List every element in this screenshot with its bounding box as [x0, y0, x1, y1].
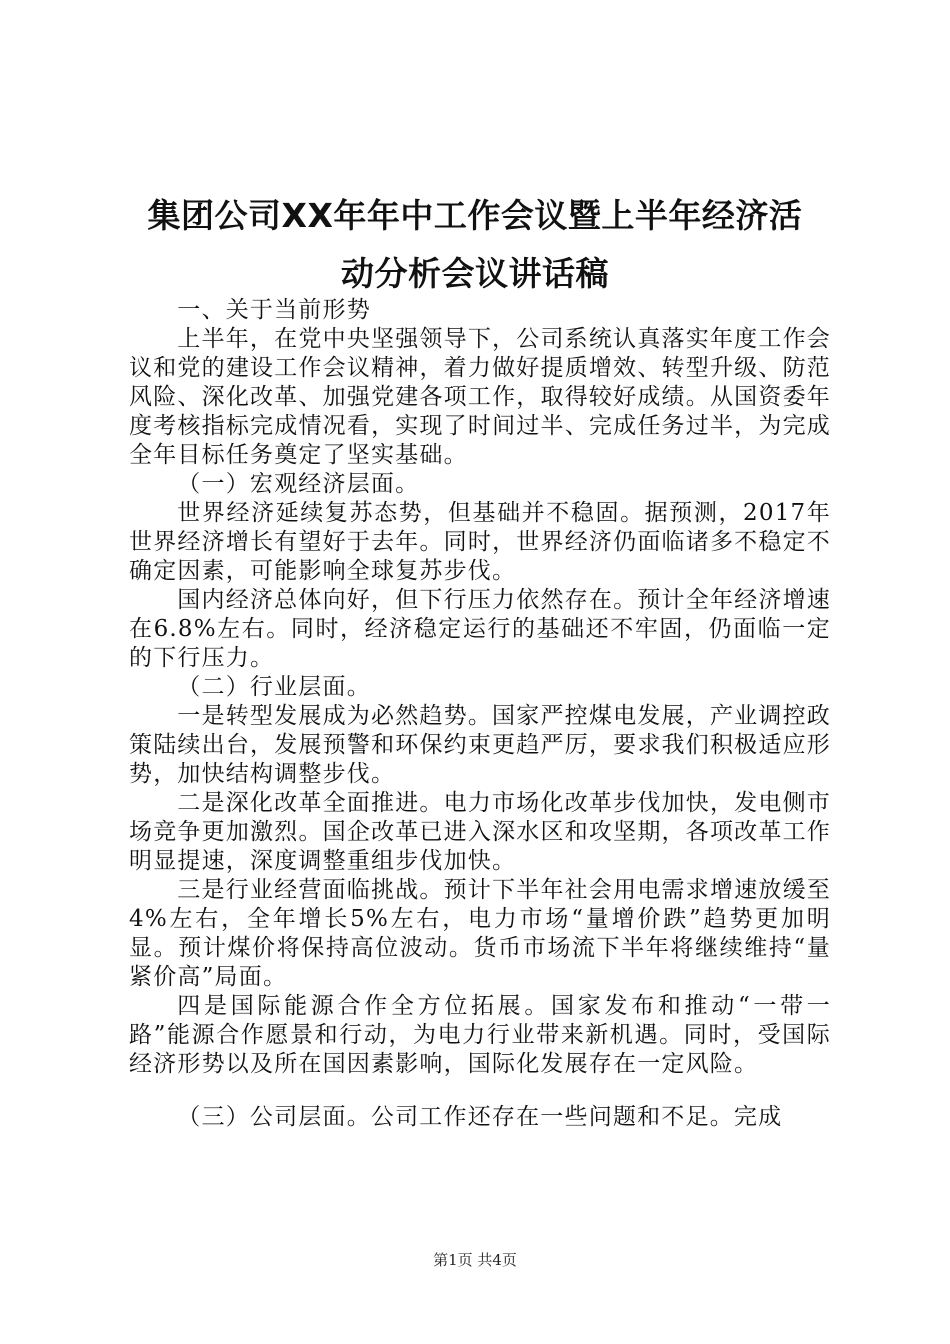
subheading-macro-economy: （一）宏观经济层面。	[177, 471, 420, 497]
paragraph-transformation: 一是转型发展成为必然趋势。国家严控煤电发展，产业调控政策陆续出台，发展预警和环保约束更趋严厉，要求我们积极适应形势，加快结构调整步伐。	[129, 703, 831, 787]
section-heading-current-situation: 一、关于当前形势	[177, 297, 371, 323]
paragraph-reform: 二是深化改革全面推进。电力市场化改革步伐加快，发电侧市场竞争更加激烈。国企改革已进入深水区和攻坚期，各项改革工作明显提速，深度调整重组步伐加快。	[129, 790, 831, 874]
subheading-industry: （二）行业层面。	[177, 674, 371, 700]
page-number-footer: 第1页 共4页	[433, 1251, 517, 1269]
paragraph-international-cooperation: 四是国际能源合作全方位拓展。国家发布和推动“一带一路”能源合作愿景和行动，为电力行业带来新机遇。同时，受国际经济形势以及所在国因素影响，国际化发展存在一定风险。	[129, 993, 831, 1077]
paragraph-operation-challenges: 三是行业经营面临挑战。预计下半年社会用电需求增速放缓至4%左右，全年增长5%左右，电力市场“量增价跌”趋势更加明显。预计煤价将保持高位波动。货币市场流下半年将继续维持“量紧价高”局面。	[129, 877, 831, 990]
subheading-company-level: （三）公司层面。公司工作还存在一些问题和不足。完成	[177, 1104, 783, 1130]
document-title-line-1: 集团公司XX年年中工作会议暨上半年经济活	[147, 196, 803, 235]
document-title-line-2: 动分析会议讲话稿	[341, 254, 609, 293]
paragraph-domestic-economy: 国内经济总体向好，但下行压力依然存在。预计全年经济增速在6.8%左右。同时，经济稳定运行的基础还不牢固，仍面临一定的下行压力。	[129, 587, 831, 671]
document-body	[129, 296, 831, 1132]
paragraph-world-economy: 世界经济延续复苏态势，但基础并不稳固。据预测，2017年世界经济增长有望好于去年。同时，世界经济仍面临诸多不稳定不确定因素，可能影响全球复苏步伐。	[129, 500, 831, 584]
paragraph-first-half-summary: 上半年，在党中央坚强领导下，公司系统认真落实年度工作会议和党的建设工作会议精神，着力做好提质增效、转型升级、防范风险、深化改革、加强党建各项工作，取得较好成绩。从国资委年度考核指标完成情况看，实现了时间过半、完成任务过半，为完成全年目标任务奠定了坚实基础。	[129, 326, 831, 468]
